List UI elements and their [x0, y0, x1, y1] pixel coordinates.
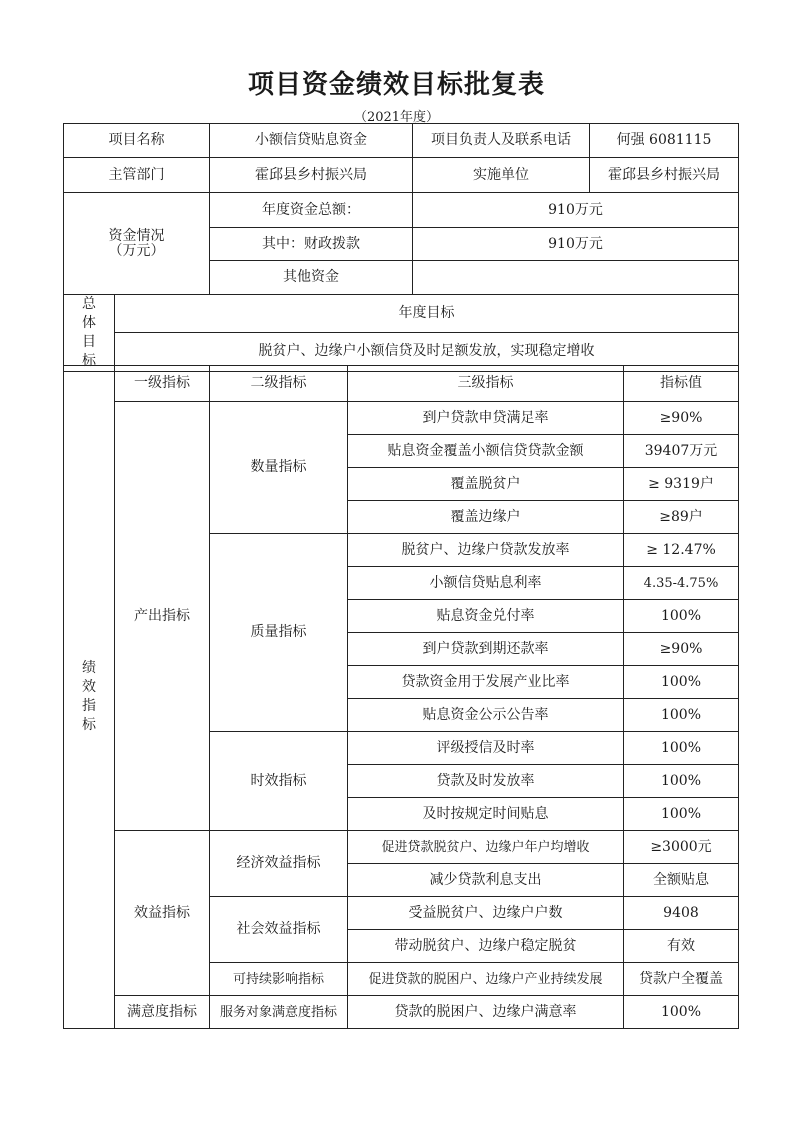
indicator-value: 有效: [624, 930, 739, 963]
indicator-name: 到户贷款到期还款率: [348, 633, 624, 666]
indicator-name: 脱贫户、边缘户贷款发放率: [348, 534, 624, 567]
project-name-value: 小额信贷贴息资金: [210, 124, 413, 158]
annual-target-text: 脱贫户、边缘户小额信贷及时足额发放，实现稳定增收: [115, 332, 739, 371]
indicator-value: ≥90%: [624, 402, 739, 435]
indicator-name: 覆盖脱贫户: [348, 468, 624, 501]
indicator-name: 减少贷款利息支出: [348, 864, 624, 897]
other-funds-label: 其他资金: [210, 261, 413, 295]
indicator-name: 小额信贷贴息利率: [348, 567, 624, 600]
level1-header: 一级指标: [115, 366, 210, 402]
satisfaction-indicator-label: 满意度指标: [115, 996, 210, 1029]
project-name-label: 项目名称: [64, 124, 210, 158]
funds-label: 资金情况 （万元）: [64, 193, 210, 295]
fiscal-label: 其中：财政拨款: [210, 228, 413, 261]
project-info-table: [63, 123, 739, 372]
indicator-name: 促进贷款脱贫户、边缘户年户均增收: [348, 831, 624, 864]
page-title: 项目资金绩效目标批复表: [247, 70, 545, 100]
annual-total-label: 年度资金总额：: [210, 193, 413, 228]
quality-indicator-label: 质量指标: [210, 534, 348, 732]
indicator-value: 贷款户全覆盖: [624, 963, 739, 996]
document-year: （2021年度）: [353, 110, 440, 125]
indicator-value: 100%: [624, 699, 739, 732]
indicator-value: 9408: [624, 897, 739, 930]
indicator-name: 贷款资金用于发展产业比率: [348, 666, 624, 699]
indicator-name: 及时按规定时间贴息: [348, 798, 624, 831]
indicator-value: 39407万元: [624, 435, 739, 468]
indicator-value: 全额贴息: [624, 864, 739, 897]
indicator-value: 100%: [624, 600, 739, 633]
level2-header: 二级指标: [210, 366, 348, 402]
performance-indicators-table: [63, 365, 739, 1029]
indicator-value: 100%: [624, 798, 739, 831]
impl-value: 霍邱县乡村振兴局: [590, 158, 739, 193]
other-funds-value: [413, 261, 739, 295]
indicator-value: 4.35-4.75%: [624, 567, 739, 600]
indicator-value: ≥ 9319户: [624, 468, 739, 501]
fiscal-value: 910万元: [413, 228, 739, 261]
indicator-name: 贷款的脱困户、边缘户满意率: [348, 996, 624, 1029]
dept-value: 霍邱县乡村振兴局: [210, 158, 413, 193]
indicator-value: 100%: [624, 996, 739, 1029]
overall-target-side-label: 总 体 目 标: [64, 295, 115, 372]
contact-value: 何强 6081115: [590, 124, 739, 158]
annual-target-header: 年度目标: [115, 295, 739, 333]
indicator-value: ≥89户: [624, 501, 739, 534]
timeliness-indicator-label: 时效指标: [210, 732, 348, 831]
indicator-value: ≥ 12.47%: [624, 534, 739, 567]
indicator-name: 贴息资金公示公告率: [348, 699, 624, 732]
level3-header: 三级指标: [348, 366, 624, 402]
contact-label: 项目负责人及联系电话: [413, 124, 590, 158]
quantity-indicator-label: 数量指标: [210, 402, 348, 534]
service-satisfaction-label: 服务对象满意度指标: [210, 996, 348, 1029]
indicator-name: 受益脱贫户、边缘户户数: [348, 897, 624, 930]
impl-label: 实施单位: [413, 158, 590, 193]
indicator-name: 覆盖边缘户: [348, 501, 624, 534]
annual-total-value: 910万元: [413, 193, 739, 228]
economic-indicator-label: 经济效益指标: [210, 831, 348, 897]
dept-label: 主管部门: [64, 158, 210, 193]
indicator-name: 带动脱贫户、边缘户稳定脱贫: [348, 930, 624, 963]
indicator-name: 促进贷款的脱困户、边缘户产业持续发展: [348, 963, 624, 996]
social-indicator-label: 社会效益指标: [210, 897, 348, 963]
indicator-name: 贷款及时发放率: [348, 765, 624, 798]
indicator-value: ≥90%: [624, 633, 739, 666]
indicator-name: 到户贷款申贷满足率: [348, 402, 624, 435]
benefit-indicator-label: 效益指标: [115, 831, 210, 996]
value-header: 指标值: [624, 366, 739, 402]
sustain-indicator-label: 可持续影响指标: [210, 963, 348, 996]
output-indicator-label: 产出指标: [115, 402, 210, 831]
indicator-name: 评级授信及时率: [348, 732, 624, 765]
indicator-value: ≥3000元: [624, 831, 739, 864]
indicator-value: 100%: [624, 765, 739, 798]
indicator-value: 100%: [624, 666, 739, 699]
indicator-value: 100%: [624, 732, 739, 765]
indicator-name: 贴息资金兑付率: [348, 600, 624, 633]
performance-side-label: 绩 效 指 标: [64, 366, 115, 1029]
indicator-name: 贴息资金覆盖小额信贷贷款金额: [348, 435, 624, 468]
